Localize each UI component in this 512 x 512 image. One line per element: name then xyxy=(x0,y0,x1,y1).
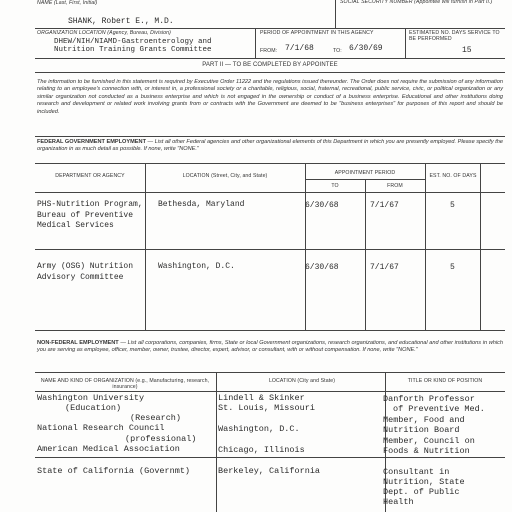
to-label: TO: xyxy=(333,48,342,54)
divider xyxy=(35,163,505,164)
nonfederal-instructions: — List all corporations, companies, firms, State or local Government organizations, research organizations, and educational and other institutions in which you are serving as employee, officer, member, owner, trustee, director, expert, advisor, or consultant, with or without compensation. If none, write "NONE." xyxy=(37,340,503,354)
col-nf-location: LOCATION (City and State) xyxy=(268,378,336,384)
to-value: 6/30/69 xyxy=(349,44,383,53)
from-value: 7/1/68 xyxy=(285,44,314,53)
federal-heading: FEDERAL GOVERNMENT EMPLOYMENT xyxy=(37,139,146,145)
ssn-label: SOCIAL SECURITY NUMBER (Appointee will furnish in Part II.) xyxy=(340,0,493,5)
col-org: NAME AND KIND OF ORGANIZATION (e.g., Manufacturing, research, insurance) xyxy=(40,378,210,390)
nonfederal-row-3-title: Member, Council on xyxy=(383,436,475,446)
divider xyxy=(305,163,306,330)
nonfederal-row-3-org: American Medical Association xyxy=(37,444,180,454)
federal-row-2-to: 6/30/68 xyxy=(305,263,339,272)
nonfederal-row-3-title-2: Foods & Nutrition xyxy=(383,446,470,456)
col-dept: DEPARTMENT OR AGENCY xyxy=(55,173,125,179)
col-location: LOCATION (Street, City, and State) xyxy=(182,173,268,179)
nonfederal-row-4-title-2: Nutrition, State xyxy=(383,477,465,487)
days-value: 15 xyxy=(462,46,472,55)
nonfederal-row-4-location: Berkeley, California xyxy=(218,466,321,476)
federal-row-1-dept: PHS-Nutrition Program, Bureau of Preventive Medical Services xyxy=(37,200,143,230)
name-label: NAME (Last, First, Initial) xyxy=(37,0,98,6)
nonfederal-row-4-title-3: Dept. of Public xyxy=(383,487,460,497)
federal-instructions: — List all other Federal agencies and other organizational elements of this Department in which you are presently employed. Please specify the organization in as much detail as possible. If none, write "NONE." xyxy=(37,139,503,153)
col-period: APPOINTMENT PERIOD xyxy=(334,170,396,176)
divider xyxy=(425,163,426,330)
federal-row-2-dept: Army (OSG) Nutrition Advisory Committee xyxy=(37,262,134,282)
divider xyxy=(35,372,505,373)
divider xyxy=(35,391,505,392)
nonfederal-row-1-location-2: St. Louis, Missouri xyxy=(218,403,315,413)
nonfederal-row-1-location: Lindell & Skinker xyxy=(218,393,305,403)
nonfederal-heading: NON-FEDERAL EMPLOYMENT xyxy=(37,340,119,346)
nonfederal-row-2-title-2: Nutrition Board xyxy=(383,425,460,435)
federal-row-1-from: 7/1/67 xyxy=(370,201,399,210)
divider xyxy=(405,29,406,58)
nonfederal-row-3-kind: (professional) xyxy=(125,434,197,444)
nonfederal-section xyxy=(37,340,503,355)
name-value: SHANK, Robert E., M.D. xyxy=(68,17,174,26)
col-from: FROM xyxy=(387,183,403,189)
divider xyxy=(35,58,505,59)
divider xyxy=(335,0,336,28)
nonfederal-row-1-kind: (Education) xyxy=(65,403,122,413)
federal-row-1-to: 6/30/68 xyxy=(305,201,339,210)
nonfederal-row-2-location: Washington, D.C. xyxy=(218,424,300,434)
days-label: ESTIMATED NO. DAYS SERVICE TO BE PERFORMED xyxy=(409,30,500,42)
federal-row-2-from: 7/1/67 xyxy=(370,263,399,272)
period-label: PERIOD OF APPOINTMENT IN THIS AGENCY xyxy=(260,30,374,36)
col-to: TO xyxy=(331,183,339,189)
nonfederal-row-4-title: Consultant in xyxy=(383,467,450,477)
org-label: ORGANIZATION LOCATION (Agency, Bureau, Division) xyxy=(37,30,171,36)
divider xyxy=(480,163,481,330)
nonfederal-row-2-kind: (Research) xyxy=(130,413,182,423)
nonfederal-row-1-title-2: of Preventive Med. xyxy=(393,404,485,414)
nonfederal-row-1-title: Danforth Professor xyxy=(383,394,475,404)
divider xyxy=(35,72,505,73)
divider xyxy=(35,249,505,250)
nonfederal-row-2-title: Member, Food and xyxy=(383,415,465,425)
divider xyxy=(145,163,146,330)
divider xyxy=(35,457,505,458)
divider xyxy=(365,179,366,330)
federal-row-1-location: Bethesda, Maryland xyxy=(158,200,245,209)
federal-section xyxy=(37,139,503,154)
divider xyxy=(255,29,256,58)
federal-row-1-days: 5 xyxy=(450,201,455,210)
nonfederal-row-2-org: National Research Council xyxy=(37,423,165,433)
col-days: EST. NO. OF DAYS xyxy=(429,173,477,179)
divider xyxy=(35,136,505,137)
org-line-1: DHEW/NIH/NIAMD-Gastroenterology and xyxy=(54,38,212,46)
nonfederal-row-1-org: Washington University xyxy=(37,393,145,403)
from-label: FROM: xyxy=(260,48,278,54)
divider xyxy=(35,192,505,193)
federal-row-2-days: 5 xyxy=(450,263,455,272)
federal-row-2-location: Washington, D.C. xyxy=(158,262,235,271)
col-title: TITLE OR KIND OF POSITION xyxy=(407,378,483,384)
divider xyxy=(216,372,217,512)
nonfederal-row-3-location: Chicago, Illinois xyxy=(218,445,305,455)
nonfederal-row-4-org: State of California (Governmt) xyxy=(37,466,191,476)
divider xyxy=(35,330,505,331)
divider xyxy=(35,28,505,29)
part2-title: PART II — TO BE COMPLETED BY APPOINTEE xyxy=(202,62,338,68)
nonfederal-row-4-title-4: Health xyxy=(383,497,414,507)
part2-intro: The information to be furnished in this statement is required by Executive Order 11222 and the regulations issued thereunder. The Order does not require the submission of any information relating to an employee's connection with, or interest in, a professional society or a charitable, religious, social, fraternal, recreational, public service, civic, or political organization or any similar organization not conducted as a business enterprise and which is not engaged in the ownership or conduct of a business enterprise. Educational and other institutions doing research and development or related work involving grants from or contracts with the Government are deemed to be "business enterprises" for purposes of this report and should be included. xyxy=(37,79,503,115)
org-line-2: Nutrition Training Grants Committee xyxy=(54,46,212,54)
